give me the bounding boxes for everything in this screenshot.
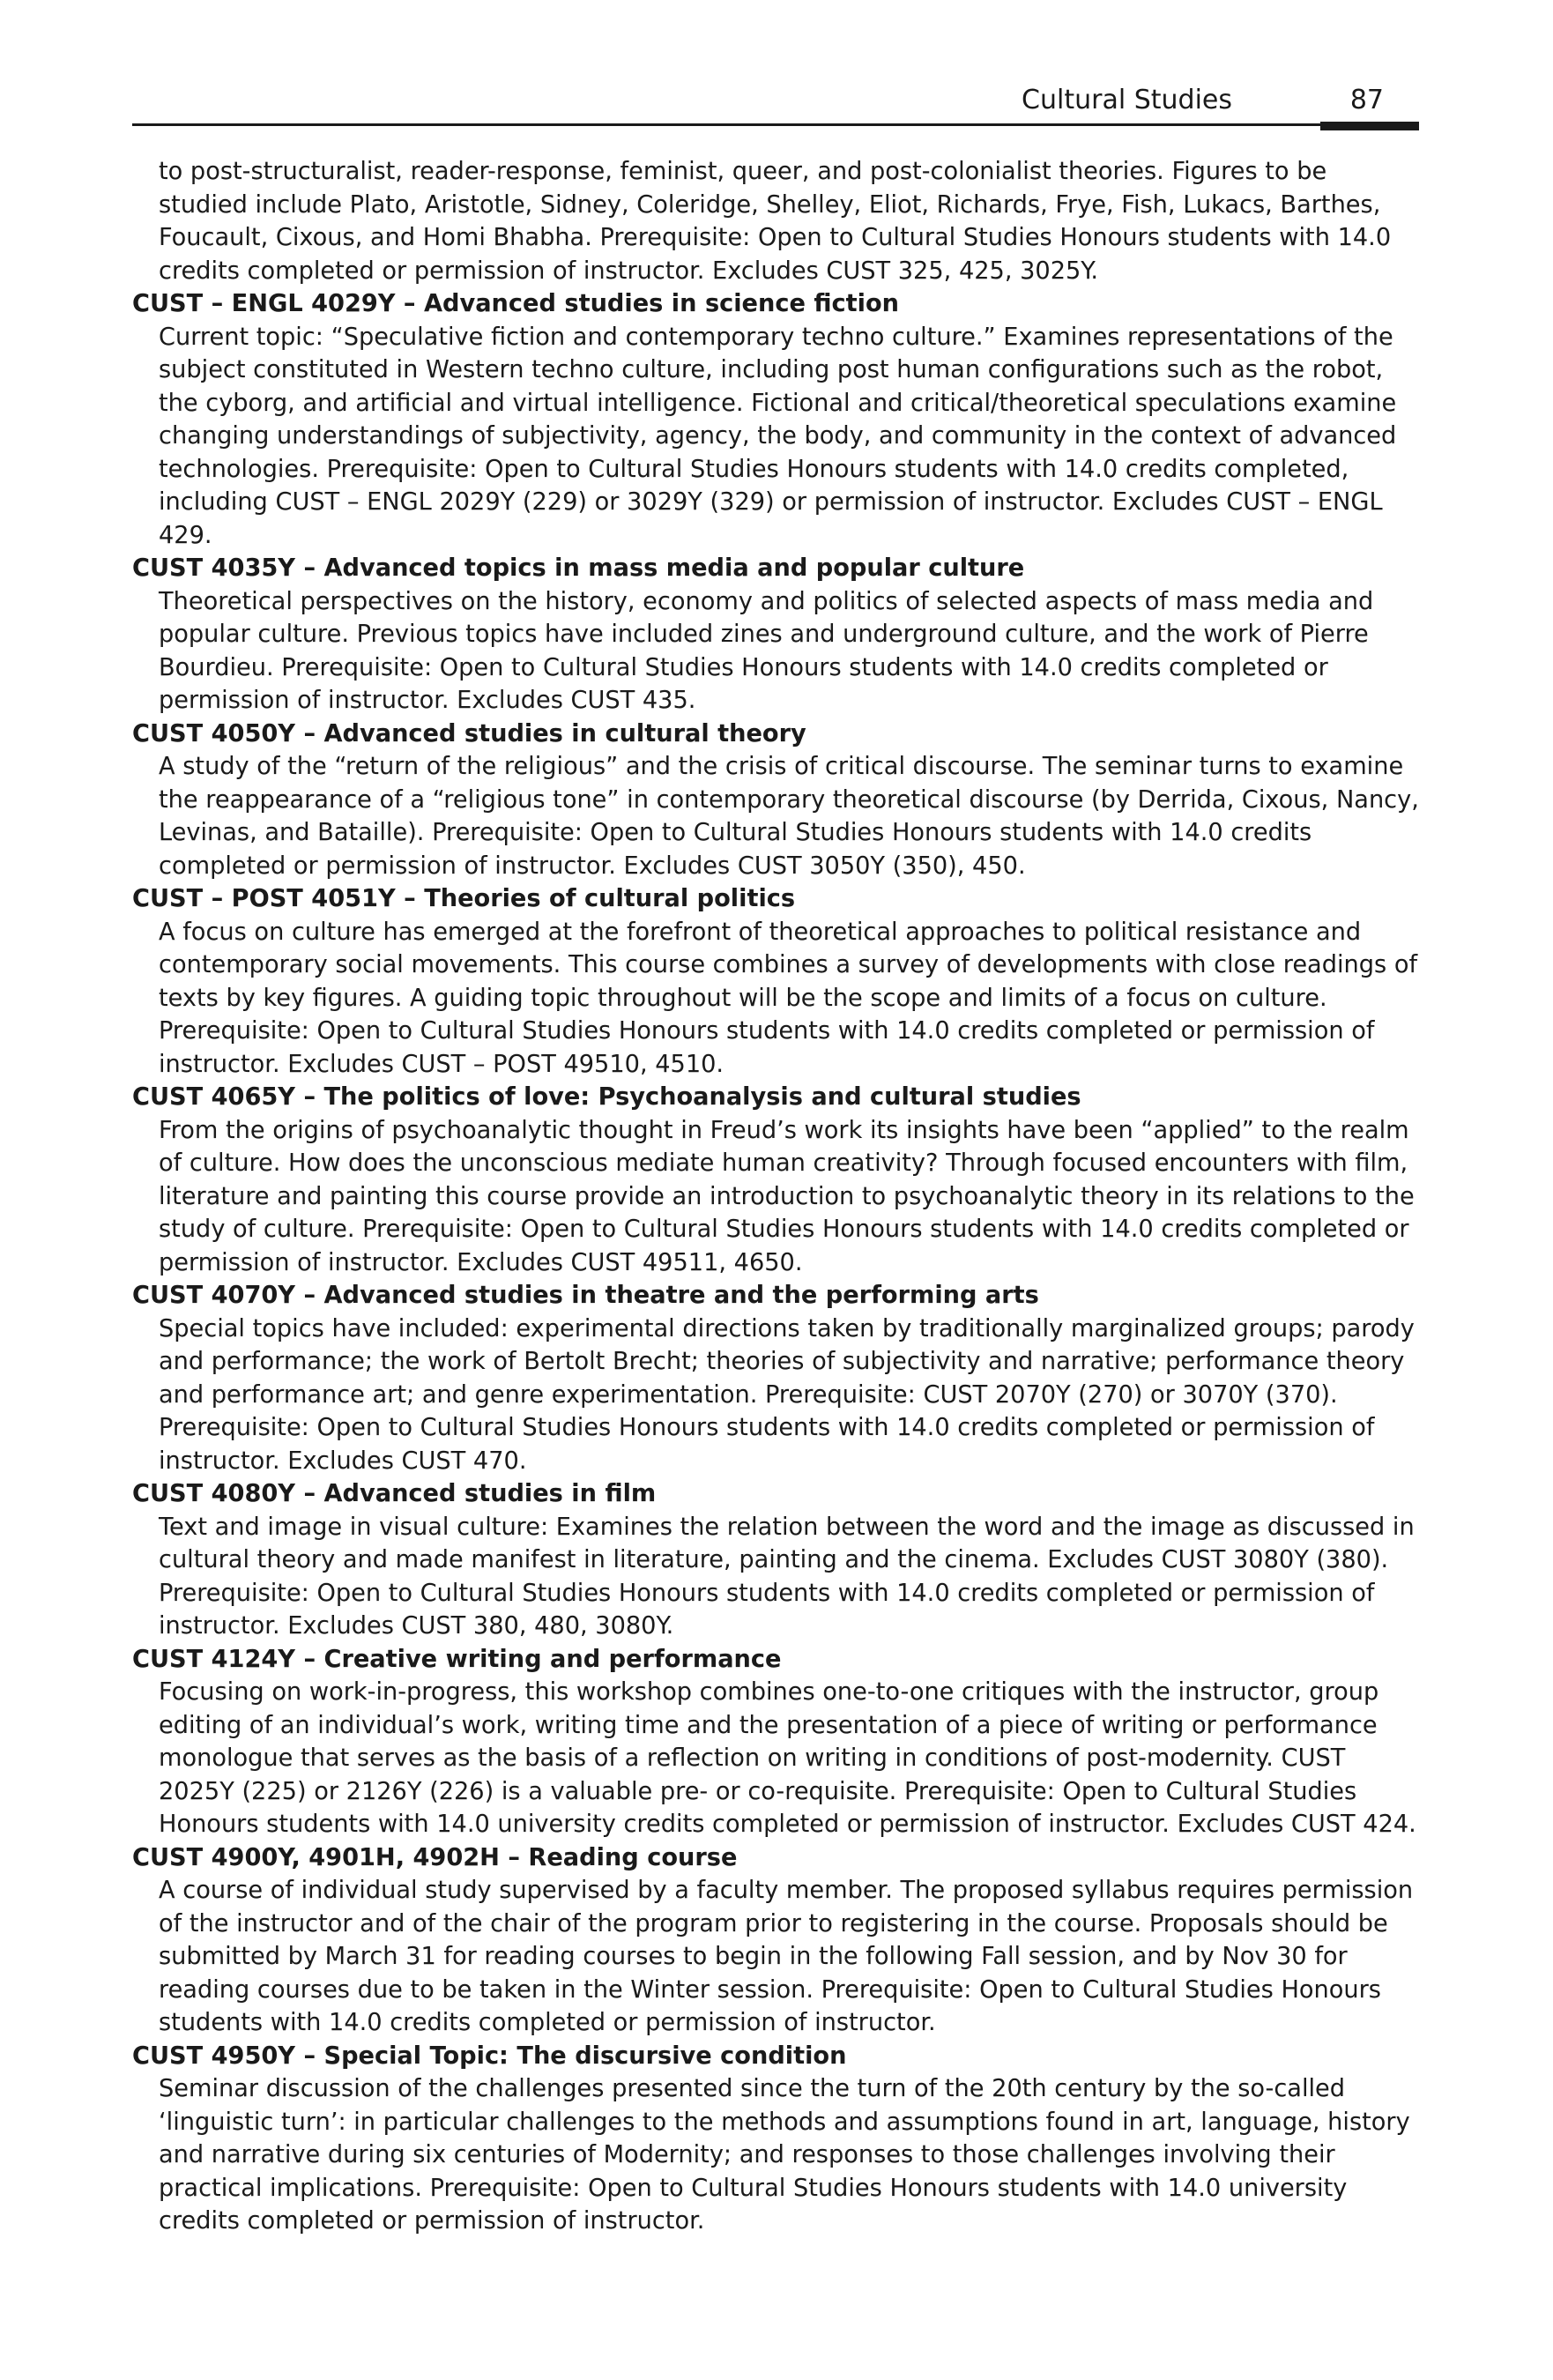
page-header xyxy=(132,81,1419,134)
course-entry xyxy=(132,718,1419,883)
page-body xyxy=(132,155,1419,2238)
header-page-tab xyxy=(1320,122,1419,130)
course-entry xyxy=(132,1279,1419,1477)
course-description: Theoretical perspectives on the history, economy and politics of selected aspects of mass media and popular culture. Previous topics have included zines and underground culture, and the work of Pierre Bourdieu. Prerequisite: Open to Cultural Studies Honours students with 14.0 credits completed or permission of instructor. Excludes CUST 435. xyxy=(159,587,1374,714)
course-entry xyxy=(132,1643,1419,1841)
course-title: CUST – ENGL 4029Y – Advanced studies in science fiction xyxy=(132,290,899,317)
course-title: CUST 4035Y – Advanced topics in mass media and popular culture xyxy=(132,554,1025,582)
course-title: CUST 4070Y – Advanced studies in theatre and the performing arts xyxy=(132,1282,1039,1309)
course-description: Current topic: “Speculative fiction and contemporary techno culture.” Examines representations of the subject constituted in Western techno culture, including post human configurations such as the robot, the cyborg, and artificial and virtual intelligence. Fictional and critical/theoretical speculations examine changing understandings of subjectivity, agency, the body, and community in the context of advanced technologies. Prerequisite: Open to Cultural Studies Honours students with 14.0 credits completed, including CUST – ENGL 2029Y (229) or 3029Y (329) or permission of instructor. Excludes CUST – ENGL 429. xyxy=(159,323,1397,549)
course-title: CUST 4050Y – Advanced studies in cultural theory xyxy=(132,719,806,747)
course-description: Special topics have included: experimental directions taken by traditionally marginalized groups; parody and performance; the work of Bertolt Brecht; theories of subjectivity and narrative; performance theory and performance art; and genre experimentation. Prerequisite: CUST 2070Y (270) or 3070Y (370). Prerequisite: Open to Cultural Studies Honours students with 14.0 credits completed or permission of instructor. Excludes CUST 470. xyxy=(159,1314,1415,1475)
course-description: Text and image in visual culture: Examines the relation between the word and the image as discussed in cultural theory and made manifest in literature, painting and the cinema. Excludes CUST 3080Y (380). Prerequisite: Open to Cultural Studies Honours students with 14.0 credits completed or permission of instructor. Excludes CUST 380, 480, 3080Y. xyxy=(159,1513,1415,1640)
course-title: CUST 4080Y – Advanced studies in film xyxy=(132,1480,657,1507)
course-entry xyxy=(132,552,1419,718)
course-description: A focus on culture has emerged at the forefront of theoretical approaches to political resistance and contemporary social movements. This course combines a survey of developments with close readings of texts by key figures. A guiding topic throughout will be the scope and limits of a focus on culture. Prerequisite: Open to Cultural Studies Honours students with 14.0 credits completed or permission of instructor. Excludes CUST – POST 49510, 4510. xyxy=(159,918,1418,1078)
course-entry xyxy=(132,882,1419,1081)
course-title: CUST 4065Y – The politics of love: Psychoanalysis and cultural studies xyxy=(132,1083,1081,1111)
course-description: From the origins of psychoanalytic thought in Freud’s work its insights have been “applied” to the realm of culture. How does the unconscious mediate human creativity? Through focused encounters with film, literature and painting this course provide an introduction to psychoanalytic theory in its relations to the study of culture. Prerequisite: Open to Cultural Studies Honours students with 14.0 credits completed or permission of instructor. Excludes CUST 49511, 4650. xyxy=(159,1116,1415,1276)
course-entry xyxy=(132,2040,1419,2238)
course-description: A study of the “return of the religious” and the crisis of critical discourse. The seminar turns to examine the reappearance of a “religious tone” in contemporary theoretical discourse (by Derrida, Cixous, Nancy, Levinas, and Bataille). Prerequisite: Open to Cultural Studies Honours students with 14.0 credits completed or permission of instructor. Excludes CUST 3050Y (350), 450. xyxy=(159,753,1419,880)
course-entry xyxy=(132,1477,1419,1643)
course-description: Focusing on work-in-progress, this workshop combines one-to-one critiques with the instructor, group editing of an individual’s work, writing time and the presentation of a piece of writing or performance monologue that serves as the basis of a reflection on writing in conditions of post-modernity. CUST 2025Y (225) or 2126Y (226) is a valuable pre- or co-requisite. Prerequisite: Open to Cultural Studies Honours students with 14.0 university credits completed or permission of instructor. Excludes CUST 424. xyxy=(159,1678,1416,1838)
running-header-title: Cultural Studies xyxy=(1022,85,1232,115)
course-description: Seminar discussion of the challenges presented since the turn of the 20th century by the so-called ‘linguistic turn’: in particular challenges to the methods and assumptions found in art, language, history and narrative during six centuries of Modernity; and responses to those challenges involving their practical implications. Prerequisite: Open to Cultural Studies Honours students with 14.0 university credits completed or permission of instructor. xyxy=(159,2075,1410,2235)
course-entry xyxy=(132,1081,1419,1279)
header-rule xyxy=(132,123,1419,126)
page-number: 87 xyxy=(1349,85,1384,115)
course-entry xyxy=(132,287,1419,552)
course-title: CUST 4124Y – Creative writing and performance xyxy=(132,1645,782,1673)
intro-continuation: to post-structuralist, reader-response, feminist, queer, and post-colonialist theories. Figures to be studied include Plato, Aristotle, Sidney, Coleridge, Shelley, Eliot, Richards, Frye, Fish, Lukacs, Barthes, Foucault, Cixous, and Homi Bhabha. Prerequisite: Open to Cultural Studies Honours students with 14.0 credits completed or permission of instructor. Excludes CUST 325, 425, 3025Y. xyxy=(159,158,1392,285)
course-title: CUST – POST 4051Y – Theories of cultural politics xyxy=(132,885,796,912)
course-description: A course of individual study supervised by a faculty member. The proposed syllabus requires permission of the instructor and of the chair of the program prior to registering in the course. Proposals should be submitted by March 31 for reading courses to begin in the following Fall session, and by Nov 30 for reading courses due to be taken in the Winter session. Prerequisite: Open to Cultural Studies Honours students with 14.0 credits completed or permission of instructor. xyxy=(159,1877,1414,2036)
course-title: CUST 4950Y – Special Topic: The discursive condition xyxy=(132,2042,847,2070)
course-entry xyxy=(132,1841,1419,2040)
course-title: CUST 4900Y, 4901H, 4902H – Reading course xyxy=(132,1843,738,1871)
